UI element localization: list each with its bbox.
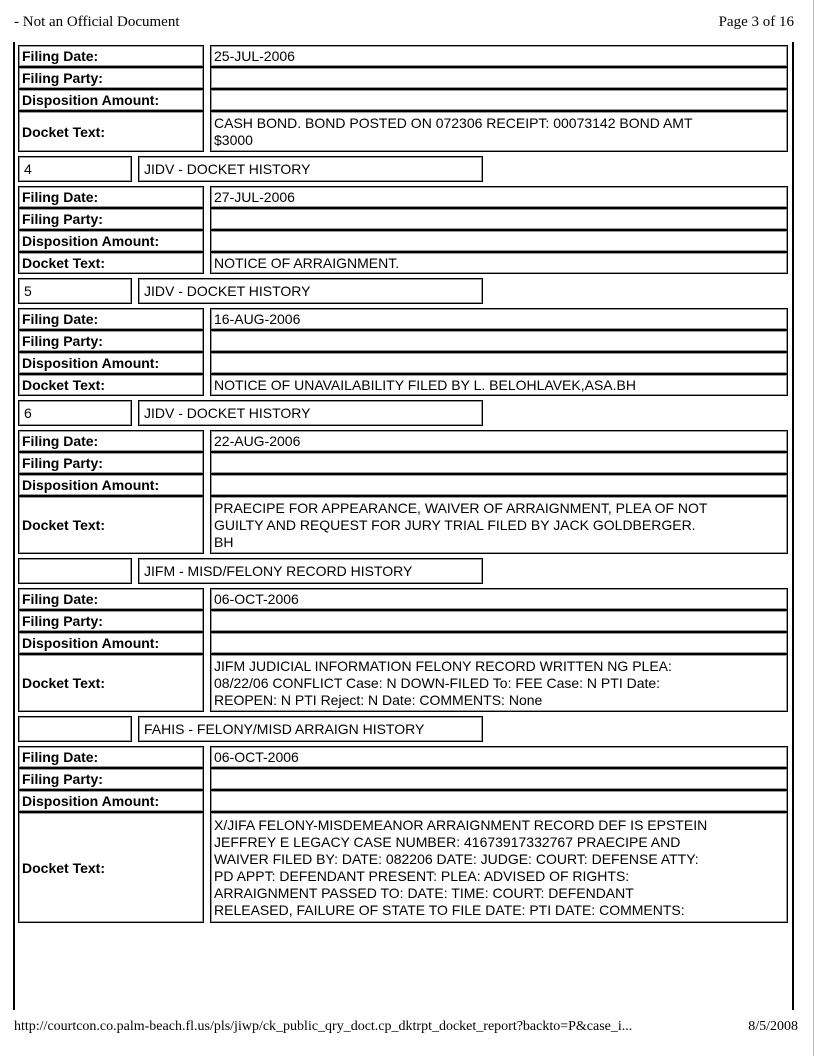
docket-text-line: X/JIFA FELONY-MISDEMEANOR ARRAIGNMENT RECORD DEF IS EPSTEIN	[214, 816, 708, 833]
filing-party-row	[18, 452, 788, 474]
docket-text-label: Docket Text:	[18, 654, 204, 712]
filing-party-label: Filing Party:	[18, 67, 204, 89]
docket-text-value	[210, 812, 788, 923]
docket-text-line: RELEASED, FAILURE OF STATE TO FILE DATE: PTI DATE: COMMENTS:	[214, 901, 685, 918]
entry-type: JIFM - MISD/FELONY RECORD HISTORY	[138, 558, 483, 584]
entry-number: 6	[18, 400, 132, 426]
disposition-amount-value	[210, 230, 788, 252]
filing-date-row	[18, 746, 788, 768]
entry-type: FAHIS - FELONY/MISD ARRAIGN HISTORY	[138, 716, 483, 742]
filing-date-row	[18, 308, 788, 330]
page-number: Page 3 of 16	[718, 14, 794, 30]
filing-party-row	[18, 330, 788, 352]
disposition-amount-row	[18, 632, 788, 654]
docket-text-line: PRAECIPE FOR APPEARANCE, WAIVER OF ARRAIGNMENT, PLEA OF NOT	[214, 499, 708, 516]
docket-text-row	[18, 812, 788, 923]
docket-text-value	[210, 654, 788, 712]
docket-text-line: ARRAIGNMENT PASSED TO: DATE: TIME: COURT: DEFENDANT	[214, 884, 634, 901]
disposition-amount-row	[18, 89, 788, 111]
docket-text-value: NOTICE OF UNAVAILABILITY FILED BY L. BELOHLAVEK,ASA.BH	[210, 374, 788, 396]
print-date: 8/5/2008	[748, 1019, 798, 1034]
docket-text-line: $3000	[214, 131, 253, 148]
docket-text-row	[18, 374, 788, 396]
docket-report	[18, 45, 788, 923]
docket-entry-header	[18, 716, 788, 742]
docket-text-line: BH	[214, 533, 234, 550]
disposition-amount-label: Disposition Amount:	[18, 230, 204, 252]
disposition-amount-row	[18, 790, 788, 812]
filing-date-label: Filing Date:	[18, 308, 204, 330]
filing-date-row	[18, 430, 788, 452]
entry-type: JIDV - DOCKET HISTORY	[138, 400, 483, 426]
docket-entry-header	[18, 558, 788, 584]
docket-text-row	[18, 252, 788, 274]
docket-text-line: 08/22/06 CONFLICT Case: N DOWN-FILED To: FEE Case: N PTI Date:	[214, 674, 661, 691]
docket-text-line: JIFM JUDICIAL INFORMATION FELONY RECORD WRITTEN NG PLEA:	[214, 657, 672, 674]
disposition-amount-label: Disposition Amount:	[18, 89, 204, 111]
disposition-amount-label: Disposition Amount:	[18, 632, 204, 654]
filing-party-value	[210, 208, 788, 230]
docket-text-label: Docket Text:	[18, 252, 204, 274]
filing-date-label: Filing Date:	[18, 430, 204, 452]
disposition-amount-row	[18, 352, 788, 374]
filing-party-row	[18, 67, 788, 89]
filing-date-row	[18, 186, 788, 208]
filing-date-row	[18, 45, 788, 67]
filing-party-value	[210, 67, 788, 89]
docket-entry-header	[18, 156, 788, 182]
filing-party-label: Filing Party:	[18, 452, 204, 474]
filing-party-value	[210, 768, 788, 790]
disposition-amount-row	[18, 474, 788, 496]
disposition-amount-value	[210, 790, 788, 812]
docket-text-line: WAIVER FILED BY: DATE: 082206 DATE: JUDGE: COURT: DEFENSE ATTY:	[214, 850, 699, 867]
docket-text-row	[18, 496, 788, 554]
page-header	[14, 14, 794, 34]
source-url: http://courtcon.co.palm-beach.fl.us/pls/jiwp/ck_public_qry_doct.cp_dktrpt_docket_report?backto=P&case_i...	[14, 1019, 633, 1034]
filing-date-value: 22-AUG-2006	[210, 430, 788, 452]
entry-number	[18, 716, 132, 742]
filing-party-label: Filing Party:	[18, 330, 204, 352]
entry-number: 4	[18, 156, 132, 182]
filing-date-row	[18, 588, 788, 610]
disposition-amount-label: Disposition Amount:	[18, 790, 204, 812]
disposition-amount-value	[210, 352, 788, 374]
docket-text-row	[18, 111, 788, 152]
filing-date-value: 06-OCT-2006	[210, 746, 788, 768]
filing-party-value	[210, 610, 788, 632]
entry-type: JIDV - DOCKET HISTORY	[138, 156, 483, 182]
filing-date-value: 06-OCT-2006	[210, 588, 788, 610]
docket-text-label: Docket Text:	[18, 111, 204, 152]
disposition-amount-label: Disposition Amount:	[18, 352, 204, 374]
filing-party-value	[210, 330, 788, 352]
filing-party-label: Filing Party:	[18, 208, 204, 230]
frame-right-border	[792, 42, 794, 1010]
frame-left-border	[13, 42, 15, 1010]
entry-number	[18, 558, 132, 584]
filing-date-label: Filing Date:	[18, 45, 204, 67]
filing-date-value: 25-JUL-2006	[210, 45, 788, 67]
disposition-amount-label: Disposition Amount:	[18, 474, 204, 496]
docket-text-value	[210, 496, 788, 554]
docket-text-value	[210, 111, 788, 152]
filing-date-label: Filing Date:	[18, 186, 204, 208]
filing-party-row	[18, 768, 788, 790]
filing-party-label: Filing Party:	[18, 610, 204, 632]
disposition-amount-row	[18, 230, 788, 252]
docket-text-line: REOPEN: N PTI Reject: N Date: COMMENTS: None	[214, 691, 543, 708]
filing-party-row	[18, 208, 788, 230]
page-footer	[14, 1019, 798, 1039]
disposition-amount-value	[210, 474, 788, 496]
filing-date-value: 27-JUL-2006	[210, 186, 788, 208]
filing-date-value: 16-AUG-2006	[210, 308, 788, 330]
disposition-amount-value	[210, 632, 788, 654]
docket-text-line: CASH BOND. BOND POSTED ON 072306 RECEIPT: 00073142 BOND AMT	[214, 114, 693, 131]
disposition-amount-value	[210, 89, 788, 111]
filing-party-value	[210, 452, 788, 474]
entry-type: JIDV - DOCKET HISTORY	[138, 278, 483, 304]
filing-date-label: Filing Date:	[18, 588, 204, 610]
filing-party-label: Filing Party:	[18, 768, 204, 790]
document-disclaimer: - Not an Official Document	[14, 14, 180, 30]
entry-number: 5	[18, 278, 132, 304]
docket-text-value: NOTICE OF ARRAIGNMENT.	[210, 252, 788, 274]
docket-text-line: PD APPT: DEFENDANT PRESENT: PLEA: ADVISED OF RIGHTS:	[214, 867, 630, 884]
docket-text-row	[18, 654, 788, 712]
scan-edge-line	[813, 0, 814, 1056]
docket-text-line: JEFFREY E LEGACY CASE NUMBER: 41673917332767 PRAECIPE AND	[214, 833, 681, 850]
filing-party-row	[18, 610, 788, 632]
docket-text-label: Docket Text:	[18, 812, 204, 923]
docket-entry-header	[18, 400, 788, 426]
docket-entry-header	[18, 278, 788, 304]
docket-text-line: GUILTY AND REQUEST FOR JURY TRIAL FILED BY JACK GOLDBERGER.	[214, 516, 696, 533]
docket-text-label: Docket Text:	[18, 496, 204, 554]
docket-text-label: Docket Text:	[18, 374, 204, 396]
filing-date-label: Filing Date:	[18, 746, 204, 768]
